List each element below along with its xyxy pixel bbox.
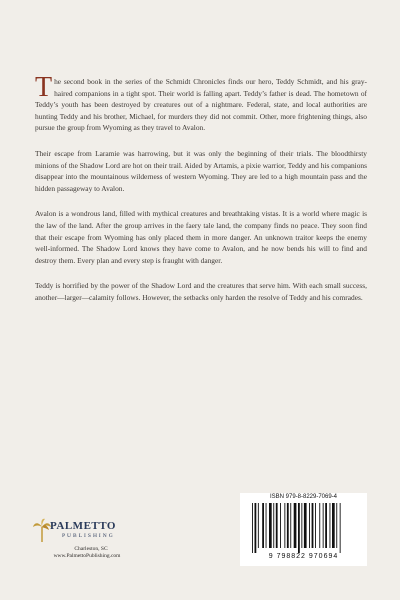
publisher-url: www.PalmettoPublishing.com [53, 553, 121, 559]
publisher-subtitle: PUBLISHING [62, 533, 115, 539]
blurb-paragraph-1-text: he second book in the series of the Schmidt Chronicles finds our hero, Teddy Schmidt, and his gray-haired companions in a tight spot. Their world is falling apart. Teddy’s father is dead. The hometown of Teddy’s youth has been destroyed by creatures out of a nightmare. Federal, state, and local authorities are hunting Teddy and his brother, Michael, for murders they did not commit. Other, more frightening things, also pursue the group from Wyoming as they travel to Avalon. [35, 77, 367, 133]
blurb-paragraph-3: Avalon is a wondrous land, filled with mythical creatures and breathtaking vistas. It is a world where magic is the law of the land. After the group arrives in the faery tale land, the company finds no peace. They soon find that their escape from Wyoming has only placed them in more danger. An unknown traitor keeps the enemy well-informed. The Shadow Lord knows they have come to Avalon, and he now bends his will to find and destroy them. Every plan and every step is fraught with danger. [35, 209, 367, 265]
blurb-paragraph-1 [35, 72, 367, 134]
drop-cap: T [35, 72, 53, 103]
barcode-panel [240, 493, 367, 566]
publisher-name: PALMETTO [50, 520, 116, 532]
publisher-city: Charleston, SC [74, 546, 108, 552]
barcode [250, 503, 360, 553]
blurb-text [35, 72, 367, 318]
palmetto-tree-icon [32, 518, 52, 542]
blurb-paragraph-4: Teddy is horrified by the power of the Shadow Lord and the creatures that serve him. With each small success, another—larger—calamity follows. However, the setbacks only harden the resolve of Teddy and his comrades. [35, 281, 367, 302]
isbn-label: ISBN 979-8-8229-7069-4 [269, 494, 338, 500]
blurb-paragraph-2: Their escape from Laramie was harrowing, but it was only the beginning of their trials. The bloodthirsty minions of the Shadow Lord are hot on their trail. Aided by Artamis, a pixie warrior, Teddy and his companions disappear into the mountainous wilderness of western Wyoming. They are led to a high mountain pass and the hidden passageway to Avalon. [35, 148, 367, 193]
barcode-digits: 9 798822 970694 [268, 553, 339, 560]
barcode-bars [250, 503, 360, 553]
